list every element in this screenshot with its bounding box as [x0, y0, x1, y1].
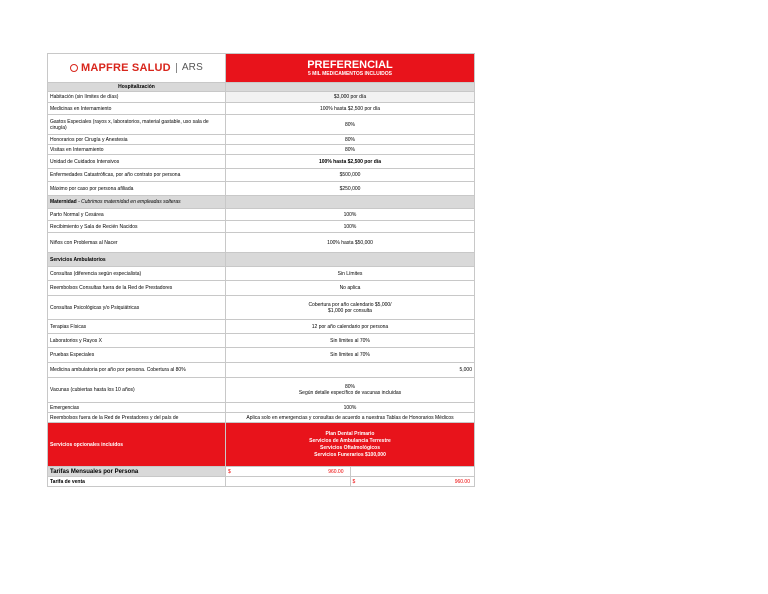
plan-title: PREFERENCIAL	[307, 59, 393, 71]
table-row	[48, 267, 475, 281]
table-row	[48, 221, 475, 233]
plan-header	[226, 54, 475, 83]
section-ambulatorios: Servicios Ambulatorios	[48, 253, 226, 267]
coverage-value: $3,000 por día	[226, 92, 475, 103]
coverage-label: Recibimiento y Sala de Recién Nacidos	[48, 221, 226, 233]
table-row	[48, 115, 475, 135]
coverage-label: Parto Normal y Cesárea	[48, 209, 226, 221]
coverage-value: Sin límites al 70%	[226, 334, 475, 348]
coverage-label: Reembolsos fuera de la Red de Prestadores y del país de	[48, 413, 226, 423]
coverage-label: Enfermedades Catastróficas, por año contrato por persona	[48, 169, 226, 182]
table-row	[48, 169, 475, 182]
coverage-label: Reembolsos Consultas fuera de la Red de Prestadores	[48, 281, 226, 296]
coverage-label: Honorarios por Cirugía y Anestesia	[48, 135, 226, 145]
table-row	[48, 103, 475, 115]
table-row	[48, 209, 475, 221]
coverage-value: 100% hasta $2,500 por día	[226, 155, 475, 169]
table-row	[48, 403, 475, 413]
coverage-value: Cobertura por año calendario $5,000/ $1,000 por consulta	[226, 296, 475, 320]
section-maternidad: Maternidad - Cubrimos maternidad en empleadas solteras	[48, 196, 226, 209]
coverage-value: 100%	[226, 221, 475, 233]
coverage-label: Unidad de Cuidados Intensivos	[48, 155, 226, 169]
coverage-label: Habitación (sin límites de días)	[48, 92, 226, 103]
coverage-value: Aplica solo en emergencias y consultas de acuerdo a nuestras Tablas de Honorarios Médicos	[226, 413, 475, 423]
coverage-value: No aplica	[226, 281, 475, 296]
table-row	[48, 182, 475, 196]
brand-name: MAPFRE SALUD	[81, 61, 171, 74]
monthly-rate-label: Tarifas Mensuales por Persona	[48, 467, 226, 477]
coverage-label: Máximo por caso por persona afiliada	[48, 182, 226, 196]
pricing-sheet	[47, 53, 475, 487]
coverage-label: Medicinas en Internamiento	[48, 103, 226, 115]
section-hospitalizacion: Hospitalización	[48, 83, 226, 92]
coverage-label: Medicina ambulatoria por año por persona. Cobertura al 80%	[48, 363, 226, 378]
coverage-value: 12 por año calendario por persona	[226, 320, 475, 334]
coverage-value: 80%	[226, 115, 475, 135]
coverage-value: 100%	[226, 403, 475, 413]
table-row	[48, 92, 475, 103]
coverage-label: Laboratorios y Rayos X	[48, 334, 226, 348]
coverage-label: Pruebas Especiales	[48, 348, 226, 363]
coverage-value: 80% Según detalle específico de vacunas incluidas	[226, 378, 475, 403]
coverage-table	[47, 53, 475, 487]
table-row	[48, 320, 475, 334]
coverage-value: $250,000	[226, 182, 475, 196]
coverage-value: 100% hasta $50,000	[226, 233, 475, 253]
coverage-label: Consultas Psicológicas y/o Psiquiátricas	[48, 296, 226, 320]
table-row	[48, 145, 475, 155]
sale-rate-label: Tarifa de venta	[48, 477, 226, 487]
table-row	[48, 363, 475, 378]
mapfre-emblem-icon	[70, 64, 78, 72]
table-row	[48, 413, 475, 423]
table-row	[48, 378, 475, 403]
coverage-value: 5,000	[226, 363, 475, 378]
coverage-value: 80%	[226, 135, 475, 145]
coverage-value: Sin límites al 70%	[226, 348, 475, 363]
coverage-label: Vacunas (cubiertas hasta los 10 años)	[48, 378, 226, 403]
coverage-label: Niños con Problemas al Nacer	[48, 233, 226, 253]
table-row	[48, 233, 475, 253]
logo-cell	[48, 54, 226, 83]
table-row	[48, 334, 475, 348]
coverage-label: Terapias Físicas	[48, 320, 226, 334]
coverage-label: Consultas (diferencia según especialista)	[48, 267, 226, 281]
coverage-value: $500,000	[226, 169, 475, 182]
optional-services-list: Plan Dental Primario Servicios de Ambulancia Terrestre Servicios Oftalmológicos Servicios Funerarios $100,000	[226, 423, 475, 467]
coverage-value: Sin Límites	[226, 267, 475, 281]
sale-rate-value: $ 960.00	[350, 477, 475, 487]
coverage-value: 80%	[226, 145, 475, 155]
optional-services-label: Servicios opcionales incluidos	[48, 423, 226, 467]
table-row	[48, 135, 475, 145]
table-row	[48, 155, 475, 169]
brand-suffix: ARS	[181, 61, 203, 73]
table-row	[48, 348, 475, 363]
table-row	[48, 281, 475, 296]
plan-subtitle: 5 MIL MEDICAMENTOS INCLUIDOS	[308, 71, 392, 77]
coverage-value: 100%	[226, 209, 475, 221]
table-row	[48, 296, 475, 320]
monthly-rate-value: $ 960.00	[226, 467, 351, 477]
coverage-label: Visitas en Internamiento	[48, 145, 226, 155]
coverage-label: Gastos Especiales (rayos x, laboratorios, material gastable, uso sala de cirugía)	[48, 115, 226, 135]
coverage-label: Emergencias	[48, 403, 226, 413]
mapfre-logo	[70, 63, 203, 73]
coverage-value: 100% hasta $2,500 por día	[226, 103, 475, 115]
